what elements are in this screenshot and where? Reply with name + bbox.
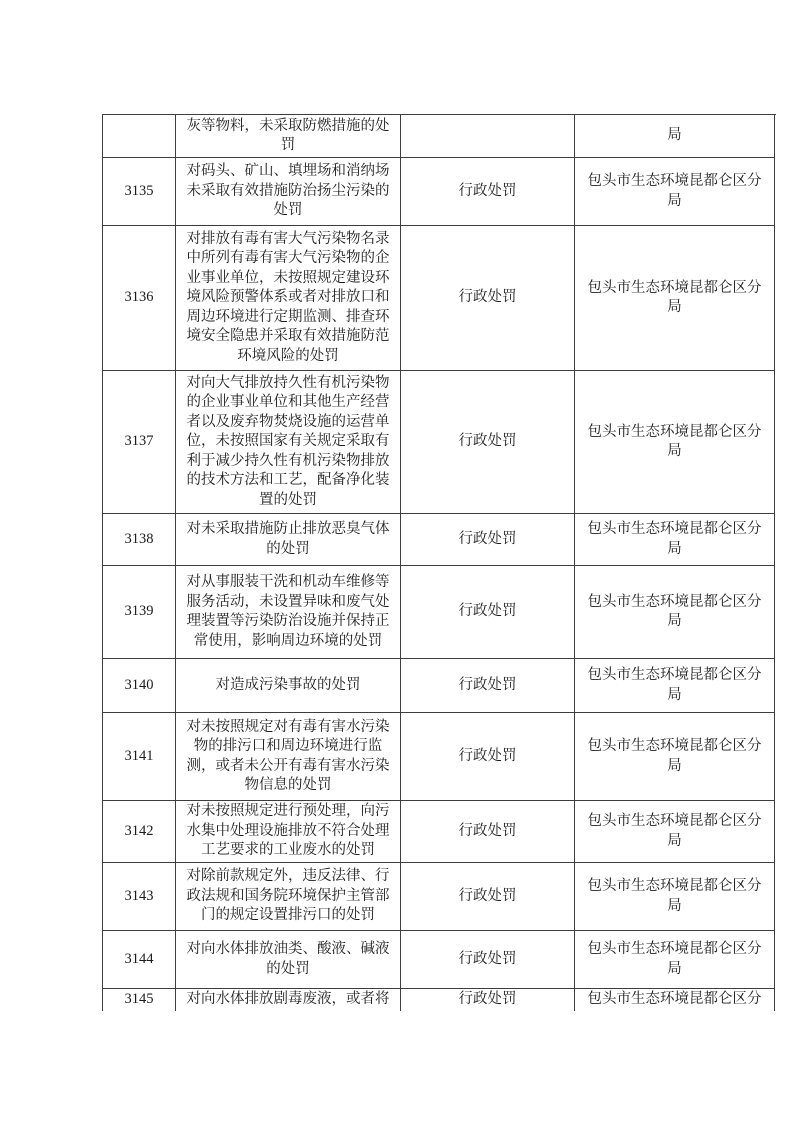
penalty-type-cell: 行政处罚 <box>401 931 575 989</box>
authority-cell: 包头市生态环境昆都仑区分局 <box>575 514 775 566</box>
row-code-cell <box>103 115 176 158</box>
penalty-item-cell: 对造成污染事故的处罚 <box>176 659 401 713</box>
penalty-item-cell: 对向水体排放油类、酸液、碱液的处罚 <box>176 931 401 989</box>
row-code-cell: 3135 <box>103 158 176 226</box>
table-row <box>103 566 776 659</box>
penalty-type-cell: 行政处罚 <box>401 158 575 226</box>
penalty-item-cell: 对未采取措施防止排放恶臭气体的处罚 <box>176 514 401 566</box>
penalty-type-cell: 行政处罚 <box>401 801 575 863</box>
table-row <box>103 659 776 713</box>
row-code-cell: 3137 <box>103 371 176 514</box>
authority-cell: 包头市生态环境昆都仑区分 <box>575 989 775 1011</box>
row-code-cell: 3138 <box>103 514 176 566</box>
row-code-cell: 3143 <box>103 863 176 931</box>
authority-cell: 包头市生态环境昆都仑区分局 <box>575 659 775 713</box>
penalty-item-cell: 对码头、矿山、填埋场和消纳场未采取有效措施防治扬尘污染的处罚 <box>176 158 401 226</box>
penalty-type-cell: 行政处罚 <box>401 863 575 931</box>
table-row <box>103 931 776 989</box>
authority-cell: 包头市生态环境昆都仑区分局 <box>575 713 775 801</box>
penalty-item-cell: 对向水体排放剧毒废液，或者将 <box>176 989 401 1011</box>
row-code-cell: 3139 <box>103 566 176 659</box>
table-row <box>103 801 776 863</box>
penalty-item-cell: 对从事服装干洗和机动车维修等服务活动，未设置异味和废气处理装置等污染防治设施并保持正常使用，影响周边环境的处罚 <box>176 566 401 659</box>
table-row <box>103 158 776 226</box>
authority-cell: 包头市生态环境昆都仑区分局 <box>575 371 775 514</box>
table-row <box>103 514 776 566</box>
row-code-cell: 3142 <box>103 801 176 863</box>
authority-cell: 包头市生态环境昆都仑区分局 <box>575 158 775 226</box>
penalty-type-cell: 行政处罚 <box>401 659 575 713</box>
authority-cell: 包头市生态环境昆都仑区分局 <box>575 801 775 863</box>
penalty-item-cell: 对未按照规定进行预处理，向污水集中处理设施排放不符合处理工艺要求的工业废水的处罚 <box>176 801 401 863</box>
row-code-cell: 3141 <box>103 713 176 801</box>
penalty-item-cell: 对除前款规定外，违反法律、行政法规和国务院环境保护主管部门的规定设置排污口的处罚 <box>176 863 401 931</box>
row-code-cell: 3136 <box>103 226 176 371</box>
table-row <box>103 989 776 1011</box>
penalty-type-cell: 行政处罚 <box>401 989 575 1011</box>
penalty-type-cell: 行政处罚 <box>401 371 575 514</box>
table-row <box>103 226 776 371</box>
row-code-cell: 3145 <box>103 989 176 1011</box>
penalty-type-cell: 行政处罚 <box>401 566 575 659</box>
penalty-type-cell: 行政处罚 <box>401 713 575 801</box>
penalty-type-cell: 行政处罚 <box>401 226 575 371</box>
authority-cell: 包头市生态环境昆都仑区分局 <box>575 566 775 659</box>
authority-cell: 包头市生态环境昆都仑区分局 <box>575 226 775 371</box>
authority-cell: 包头市生态环境昆都仑区分局 <box>575 931 775 989</box>
row-code-cell: 3140 <box>103 659 176 713</box>
penalty-type-cell <box>401 115 575 158</box>
penalty-item-cell: 对向大气排放持久性有机污染物的企业事业单位和其他生产经营者以及废弃物焚烧设施的运营单位，未按照国家有关规定采取有利于减少持久性有机污染物排放的技术方法和工艺，配备净化装置的处罚 <box>176 371 401 514</box>
penalty-items-table <box>102 114 776 1011</box>
penalty-item-cell: 灰等物料，未采取防燃措施的处罚 <box>176 115 401 158</box>
penalty-item-cell: 对未按照规定对有毒有害水污染物的排污口和周边环境进行监测，或者未公开有毒有害水污染物信息的处罚 <box>176 713 401 801</box>
table-row <box>103 713 776 801</box>
authority-cell: 包头市生态环境昆都仑区分局 <box>575 863 775 931</box>
row-code-cell: 3144 <box>103 931 176 989</box>
table-row <box>103 371 776 514</box>
penalty-type-cell: 行政处罚 <box>401 514 575 566</box>
penalty-item-cell: 对排放有毒有害大气污染物名录中所列有毒有害大气污染物的企业事业单位，未按照规定建设环境风险预警体系或者对排放口和周边环境进行定期监测、排查环境安全隐患并采取有效措施防范环境风险的处罚 <box>176 226 401 371</box>
authority-cell: 局 <box>575 115 775 158</box>
table-row <box>103 115 776 158</box>
table-row <box>103 863 776 931</box>
